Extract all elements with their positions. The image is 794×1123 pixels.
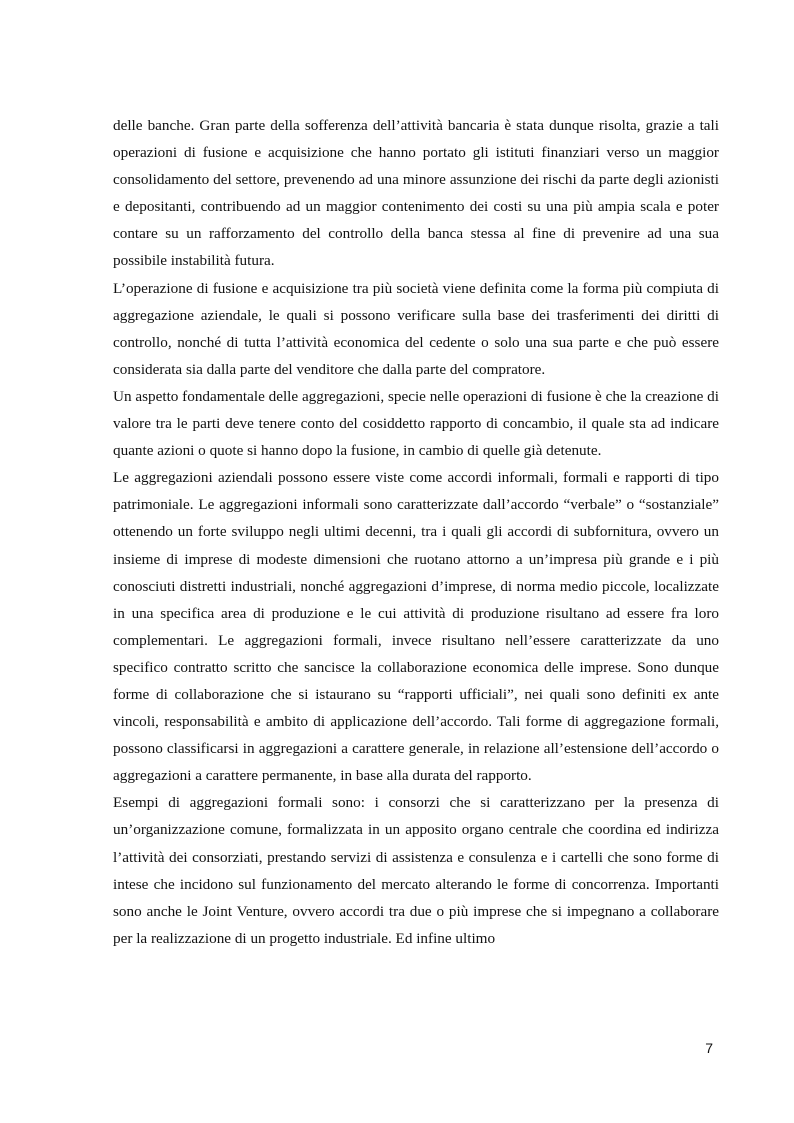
paragraph-4: Le aggregazioni aziendali possono essere viste come accordi informali, formali e rapporti di tipo patrimoniale. Le aggregazioni informali sono caratterizzate dall’accordo “verbale” o “sostanziale” ottenendo un forte sviluppo negli ultimi decenni, tra i quali gli accordi di subfornitura, ovvero un insieme di imprese di modeste dimensioni che ruotano attorno a un’impresa più grande e i più conosciuti distretti industriali, nonché aggregazioni d’imprese, di norma medio piccole, localizzate in una specifica area di produzione e le cui attività di produzione risultano ad essere fra loro complementari. Le aggregazioni formali, invece risultano nell’essere caratterizzate da uno specifico contratto scritto che sancisce la collaborazione economica delle imprese. Sono dunque forme di collaborazione che si istaurano su “rapporti ufficiali”, nei quali sono definiti ex ante vincoli, responsabilità e ambito di applicazione dell’accordo. Tali forme di aggregazione formali, possono classificarsi in aggregazioni a carattere generale, in relazione all’estensione dell’accordo o aggregazioni a carattere permanente, in base alla durata del rapporto.	[113, 469, 719, 785]
body-text	[113, 112, 719, 952]
paragraph-1: delle banche. Gran parte della sofferenza dell’attività bancaria è stata dunque risolta, grazie a tali operazioni di fusione e acquisizione che hanno portato gli istituti finanziari verso un maggior consolidamento del settore, prevenendo ad una minore assunzione dei rischi da parte degli azionisti e depositanti, contribuendo ad un maggior contenimento dei costi su una più ampia scala e poter contare su un rafforzamento del controllo della banca stessa al fine di prevenire ad una sua possibile instabilità futura.	[113, 117, 719, 270]
paragraph-3: Un aspetto fondamentale delle aggregazioni, specie nelle operazioni di fusione è che la creazione di valore tra le parti deve tenere conto del cosiddetto rapporto di concambio, il quale sta ad indicare quante azioni o quote si hanno dopo la fusione, in cambio di quelle già detenute.	[113, 387, 719, 460]
paragraph-5: Esempi di aggregazioni formali sono: i consorzi che si caratterizzano per la presenza di un’organizzazione comune, formalizzata in un apposito organo centrale che coordina ed indirizza l’attività dei consorziati, prestando servizi di assistenza e consulenza e i cartelli che sono forme di intese che incidono sul funzionamento del mercato alterando le forme di concorrenza. Importanti sono anche le Joint Venture, ovvero accordi tra due o più imprese che si impegnano a collaborare per la realizzazione di un progetto industriale. Ed infine ultimo	[113, 794, 719, 947]
page-number: 7	[705, 1040, 713, 1056]
paragraph-2: L’operazione di fusione e acquisizione tra più società viene definita come la forma più compiuta di aggregazione aziendale, le quali si possono verificare sulla base dei trasferimenti dei diritti di controllo, nonché di tutta l’attività economica del cedente o solo una sua parte e che può essere considerata sia dalla parte del venditore che dalla parte del compratore.	[113, 279, 719, 378]
